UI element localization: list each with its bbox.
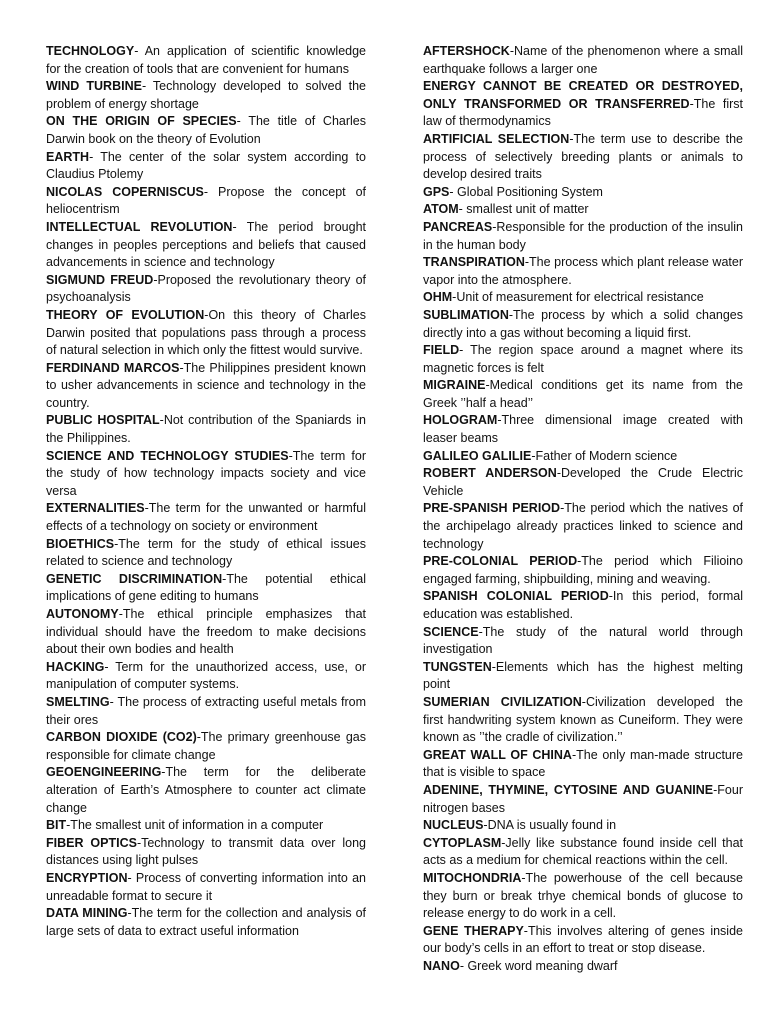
glossary-entry: [46, 360, 366, 413]
entry-term: SPANISH COLONIAL PERIOD: [423, 589, 609, 604]
glossary-entry: [423, 958, 743, 976]
entry-term: PANCREAS: [423, 219, 493, 234]
entry-term: ON THE ORIGIN OF SPECIES: [46, 114, 237, 129]
entry-definition: -Four nitrogen bases: [423, 782, 743, 815]
glossary-entry: [423, 553, 743, 588]
entry-term: PRE-COLONIAL PERIOD: [423, 554, 578, 569]
glossary-entry: [46, 43, 366, 78]
entry-term: FIELD: [423, 343, 460, 358]
entry-definition: -The powerhouse of the cell because they burn or break trhye chemical bonds of glucose to release energy to do work in a cell.: [423, 870, 743, 921]
right-column: [423, 43, 743, 975]
entry-definition: -On this theory of Charles Darwin posited that populations pass through a process of natural selection in which only the fittest would survive.: [46, 307, 367, 358]
entry-definition: -Medical conditions get its name from the Greek ’’half a head’’: [423, 378, 743, 410]
glossary-entry: [46, 606, 366, 659]
entry-term: NICOLAS COPERNISCUS: [46, 184, 204, 199]
entry-term: THEORY OF EVOLUTION: [46, 307, 205, 322]
entry-definition: -Not contribution of the Spaniards in the Philippines.: [46, 413, 366, 446]
entry-term: DATA MINING: [46, 906, 128, 921]
entry-definition: -The term use to describe the process of selectively breeding plants or animals to develop desired traits: [423, 131, 743, 182]
entry-definition: -Elements which has the highest melting point: [423, 659, 743, 692]
entry-definition: -The term for the study of ethical issues related to science and technology: [46, 536, 366, 569]
glossary-entry: [423, 870, 743, 923]
glossary-entry: [423, 184, 743, 202]
entry-term: AFTERSHOCK: [423, 44, 510, 58]
entry-definition: -The only man-made structure that is visible to space: [423, 747, 743, 780]
entry-term: HOLOGRAM: [423, 413, 498, 428]
glossary-entry: [423, 131, 743, 184]
entry-term: SCIENCE: [423, 624, 479, 639]
entry-term: ENERGY CANNOT BE CREATED OR DESTROYED, ONLY TRANSFORMED OR TRANSFERRED: [423, 79, 743, 111]
entry-term: SMELTING: [46, 694, 110, 709]
entry-definition: - The title of Charles Darwin book on the theory of Evolution: [46, 114, 366, 146]
glossary-entry: [46, 659, 366, 694]
entry-definition: - Term for the unauthorized access, use, or manipulation of computer systems.: [46, 659, 366, 692]
entry-definition: -Unit of measurement for electrical resistance: [452, 290, 704, 305]
entry-definition: -Father of Modern science: [531, 448, 678, 463]
entry-definition: -The primary greenhouse gas responsible for climate change: [46, 730, 366, 762]
glossary-entry: [46, 729, 366, 764]
glossary-entry: [423, 659, 743, 694]
entry-term: MITOCHONDRIA: [423, 870, 522, 885]
glossary-entry: [46, 500, 366, 535]
entry-term: TECHNOLOGY: [46, 44, 135, 58]
glossary-entry: [423, 694, 743, 747]
entry-definition: - The center of the solar system according to Claudius Ptolemy: [46, 149, 366, 182]
entry-term: MIGRAINE: [423, 378, 486, 393]
entry-term: INTELLECTUAL REVOLUTION: [46, 219, 233, 234]
entry-term: SIGMUND FREUD: [46, 272, 154, 287]
glossary-entry: [46, 78, 366, 113]
glossary-entry: [423, 342, 743, 377]
entry-definition: - Propose the concept of heliocentrism: [46, 184, 366, 217]
glossary-entry: [46, 870, 366, 905]
entry-definition: -This involves altering of genes inside our body’s cells in an effort to treat or stop disease.: [423, 923, 743, 956]
entry-term: BIT: [46, 818, 67, 833]
entry-definition: -Technology to transmit data over long distances using light pulses: [46, 835, 366, 868]
entry-definition: - The process of extracting useful metals from their ores: [46, 694, 366, 727]
entry-term: ENCRYPTION: [46, 870, 128, 885]
entry-definition: - Global Positioning System: [449, 184, 603, 199]
glossary-entry: [46, 817, 366, 835]
entry-definition: - The region space around a magnet where its magnetic forces is felt: [423, 343, 743, 375]
entry-definition: - Greek word meaning dwarf: [459, 958, 618, 973]
glossary-entry: [423, 307, 743, 342]
glossary-entry: [46, 764, 366, 817]
entry-term: HACKING: [46, 659, 105, 674]
entry-term: EARTH: [46, 149, 90, 164]
entry-term: BIOETHICS: [46, 536, 115, 551]
entry-definition: -The first law of thermodynamics: [423, 96, 743, 129]
entry-definition: -The term for the study of how technology impacts society and vice versa: [46, 448, 366, 498]
entry-definition: -Jelly like substance found inside cell that acts as a medium for chemical reactions within the cell.: [423, 835, 743, 868]
glossary-entry: [423, 78, 743, 131]
glossary-entry: [46, 149, 366, 184]
glossary-entry: [423, 465, 743, 500]
entry-term: NANO: [423, 958, 460, 973]
entry-definition: -Three dimensional image created with leaser beams: [423, 413, 743, 446]
glossary-entry: [46, 835, 366, 870]
glossary-entry: [423, 500, 743, 553]
entry-definition: -The Philippines president known to usher advancements in science and technology in the country.: [46, 360, 366, 410]
glossary-entry: [46, 412, 366, 447]
entry-term: CARBON DIOXIDE (CO2): [46, 730, 197, 745]
entry-definition: - smallest unit of matter: [458, 202, 589, 217]
entry-term: PUBLIC HOSPITAL: [46, 413, 160, 428]
entry-definition: -Responsible for the production of the insulin in the human body: [423, 219, 743, 252]
glossary-entry: [46, 536, 366, 571]
entry-term: ATOM: [423, 202, 459, 217]
glossary-entry: [46, 272, 366, 307]
glossary-entry: [423, 254, 743, 289]
entry-definition: -Name of the phenomenon where a small earthquake follows a larger one: [423, 44, 743, 76]
entry-definition: -Developed the Crude Electric Vehicle: [423, 466, 744, 498]
entry-definition: - Process of converting information into an unreadable format to secure it: [46, 870, 366, 903]
entry-term: SUMERIAN CIVILIZATION: [423, 694, 582, 709]
entry-term: GEOENGINEERING: [46, 765, 162, 780]
entry-term: GREAT WALL OF CHINA: [423, 747, 572, 762]
glossary-entry: [46, 113, 366, 148]
entry-definition: -DNA is usually found in: [483, 818, 617, 833]
entry-definition: - An application of scientific knowledge for the creation of tools that are convenient for humans: [46, 44, 366, 76]
glossary-entry: [423, 43, 743, 78]
glossary-entry: [46, 219, 366, 272]
entry-definition: -The process which plant release water vapor into the atmosphere.: [423, 255, 743, 287]
glossary-entry: [46, 448, 366, 501]
glossary-entry: [46, 307, 366, 360]
entry-term: GENETIC DISCRIMINATION: [46, 571, 223, 586]
glossary-entry: [423, 412, 743, 447]
entry-definition: -Proposed the revolutionary theory of psychoanalysis: [46, 272, 366, 305]
glossary-entry: [423, 782, 743, 817]
glossary-entry: [423, 289, 743, 307]
entry-definition: -The potential ethical implications of gene editing to humans: [46, 571, 366, 604]
entry-definition: -Civilization developed the first handwriting system known as Cuneiform. They were known as ’’the cradle of civilization.’’: [423, 694, 743, 745]
entry-definition: -The term for the unwanted or harmful effects of a technology on society or environment: [46, 501, 366, 534]
entry-term: CYTOPLASM: [423, 835, 502, 850]
entry-term: FIBER OPTICS: [46, 835, 137, 850]
entry-definition: -The ethical principle emphasizes that individual should have the freedom to make decisions about their own bodies and health: [46, 607, 366, 657]
glossary-entry: [423, 747, 743, 782]
entry-term: PRE-SPANISH PERIOD: [423, 501, 561, 516]
entry-definition: -The study of the natural world through investigation: [423, 624, 743, 657]
entry-term: ROBERT ANDERSON: [423, 466, 557, 481]
glossary-entry: [423, 624, 743, 659]
entry-definition: -The smallest unit of information in a computer: [66, 818, 324, 833]
left-column: [46, 43, 366, 940]
entry-term: SCIENCE AND TECHNOLOGY STUDIES: [46, 448, 289, 463]
entry-definition: -In this period, formal education was established.: [423, 589, 743, 621]
entry-term: TRANSPIRATION: [423, 255, 525, 270]
entry-definition: -The period which Filioino engaged farming, shipbuilding, mining and weaving.: [423, 554, 743, 586]
glossary-entry: [423, 201, 743, 219]
entry-term: ARTIFICIAL SELECTION: [423, 131, 570, 146]
entry-term: SUBLIMATION: [423, 307, 509, 322]
glossary-entry: [46, 184, 366, 219]
entry-definition: -The term for the deliberate alteration of Earth’s Atmosphere to counter act climate change: [46, 765, 366, 815]
glossary-entry: [423, 448, 743, 466]
entry-term: AUTONOMY: [46, 607, 119, 621]
glossary-entry: [46, 905, 366, 940]
glossary-entry: [423, 835, 743, 870]
entry-term: EXTERNALITIES: [46, 501, 145, 516]
entry-definition: - Technology developed to solved the problem of energy shortage: [46, 79, 366, 111]
glossary-entry: [423, 377, 743, 412]
entry-term: WIND TURBINE: [46, 79, 142, 94]
entry-term: TUNGSTEN: [423, 659, 492, 674]
entry-term: NUCLEUS: [423, 818, 484, 833]
glossary-entry: [423, 588, 743, 623]
entry-definition: - The period brought changes in peoples perceptions and beliefs that caused advancements in science and technology: [46, 219, 366, 270]
entry-term: GALILEO GALILIE: [423, 448, 532, 463]
glossary-entry: [423, 817, 743, 835]
glossary-entry: [423, 923, 743, 958]
entry-term: OHM: [423, 290, 453, 305]
entry-term: GPS: [423, 184, 450, 199]
entry-term: FERDINAND MARCOS: [46, 360, 180, 375]
entry-term: GENE THERAPY: [423, 923, 524, 938]
glossary-entry: [46, 571, 366, 606]
glossary-entry: [46, 694, 366, 729]
entry-term: ADENINE, THYMINE, CYTOSINE AND GUANINE: [423, 782, 714, 797]
glossary-entry: [423, 219, 743, 254]
entry-definition: -The period which the natives of the archipelago already practices linked to science and technology: [423, 501, 743, 551]
entry-definition: -The process by which a solid changes directly into a gas without becoming a liquid first.: [423, 307, 743, 340]
entry-definition: -The term for the collection and analysis of large sets of data to extract useful information: [46, 906, 366, 938]
